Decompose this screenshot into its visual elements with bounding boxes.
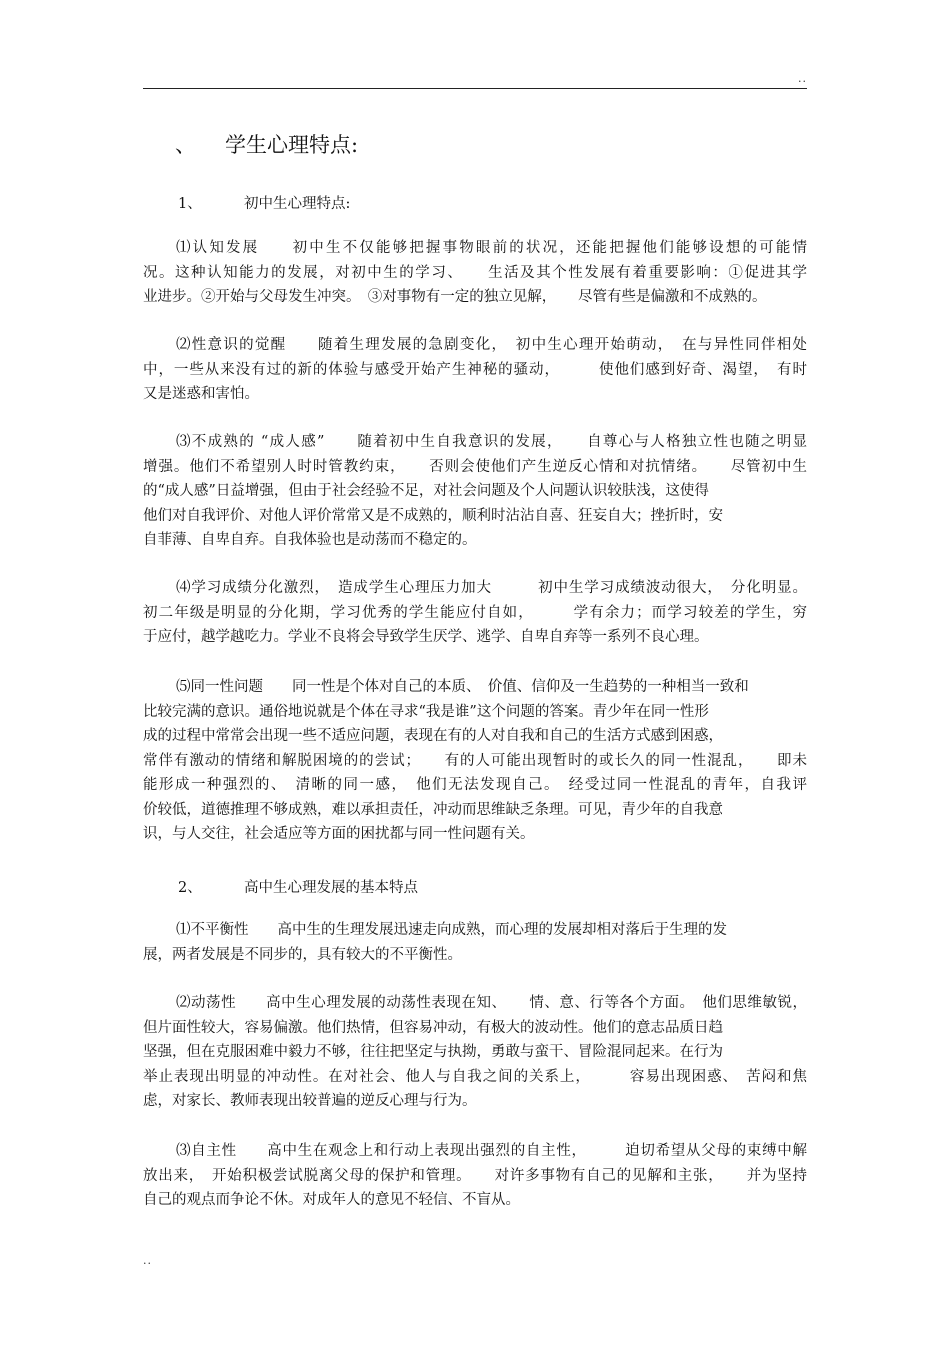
page-title: [175, 129, 358, 159]
header-rule: [143, 88, 807, 89]
text-line: 况。这种认知能力的发展，对初中生的学习、 生活及其个性发展有着重要影响：①促进其学: [143, 264, 807, 281]
text-line: 的“成人感”日益增强，但由于社会经验不足，对社会问题及个人问题认识较肤浅，这使得: [143, 483, 709, 499]
text-line: 又是迷惑和害怕。: [143, 386, 259, 402]
text-line: 增强。他们不希望别人时时管教约束， 否则会使他们产生逆反心情和对抗情绪。 尽管初中生: [143, 458, 807, 475]
header-marker: ..: [798, 72, 807, 85]
section1-paragraph-2: [143, 333, 807, 407]
text-line: 于应付，越学越吃力。学业不良将会导致学生厌学、逃学、自卑自弃等一系列不良心理。: [143, 629, 709, 645]
text-line: 自菲薄、自卑自弃。自我体验也是动荡而不稳定的。: [143, 532, 477, 548]
section1-paragraph-1: [143, 236, 807, 310]
section2-heading-text: 高中生心理发展的基本特点: [244, 880, 418, 896]
text-line: 中，一些从来没有过的新的体验与感受开始产生神秘的骚动， 使他们感到好奇、渴望， 有时: [143, 361, 807, 378]
text-line: 自己的观点而争论不休。对成年人的意见不轻信、不盲从。: [143, 1192, 520, 1208]
footer-marker: ..: [143, 1254, 152, 1267]
text-line: ⑷学习成绩分化激烈， 造成学生心理压力加大 初中生学习成绩波动很大， 分化明显。: [176, 580, 807, 596]
text-line: 能形成一种强烈的、 清晰的同一感， 他们无法发现自己。 经受过同一性混乱的青年，自我评: [143, 777, 807, 793]
text-line: 虑，对家长、教师表现出较普遍的逆反心理与行为。: [143, 1093, 477, 1109]
section1-paragraph-4: [143, 576, 807, 650]
section1-heading-text: 初中生心理特点:: [244, 196, 351, 212]
text-line: ⑶自主性 高中生在观念上和行动上表现出强烈的自主性， 迫切希望从父母的束缚中解: [176, 1143, 807, 1159]
text-line: 成的过程中常常会出现一些不适应问题，表现在有的人对自我和自己的生活方式感到困惑，: [143, 728, 723, 744]
text-line: 他们对自我评价、对他人评价常常又是不成熟的，顺利时沾沾自喜、狂妄自大；挫折时，安: [143, 507, 723, 524]
section1-paragraph-3: [143, 430, 807, 553]
section1-paragraph-5: [143, 675, 807, 847]
text-line: 比较完满的意识。通俗地说就是个体在寻求“我是谁”这个问题的答案。青少年在同一性形: [143, 703, 709, 720]
text-line: 业进步。②开始与父母发生冲突。 ③对事物有一定的独立见解， 尽管有些是偏激和不成熟的。: [143, 289, 767, 305]
text-line: 坚强，但在克服困难中毅力不够，往往把坚定与执拗，勇敢与蛮干、冒险混同起来。在行为: [143, 1044, 723, 1060]
title-mark: 、: [175, 133, 196, 157]
section2-paragraph-2: [143, 991, 807, 1114]
text-line: ⑵动荡性 高中生心理发展的动荡性表现在知、 情、意、行等各个方面。 他们思维敏锐，: [176, 995, 807, 1011]
section1-heading: [178, 192, 350, 213]
text-line: ⑵性意识的觉醒 随着生理发展的急剧变化， 初中生心理开始萌动， 在与异性同伴相处: [176, 337, 807, 353]
text-line: 展，两者发展是不同步的，具有较大的不平衡性。: [143, 946, 462, 963]
section2-paragraph-3: [143, 1139, 807, 1213]
text-line: 常伴有激动的情绪和解脱困境的的尝试； 有的人可能出现暂时的或长久的同一性混乱， 即未: [143, 752, 807, 769]
section2-heading: [178, 876, 418, 897]
text-line: 但片面性较大，容易偏激。他们热情，但容易冲动，有极大的波动性。他们的意志品质日趋: [143, 1019, 723, 1036]
text-line: 初二年级是明显的分化期，学习优秀的学生能应付自如， 学有余力；而学习较差的学生，穷: [143, 604, 807, 621]
title-text: 学生心理特点:: [225, 133, 359, 157]
section1-number: 1、: [178, 196, 202, 212]
text-line: ⑴认知发展 初中生不仅能够把握事物眼前的状况，还能把握他们能够设想的可能情: [176, 240, 807, 256]
text-line: 放出来， 开始积极尝试脱离父母的保护和管理。 对许多事物有自己的见解和主张， 并为坚持: [143, 1167, 807, 1184]
text-line: 价较低，道德推理不够成熟，难以承担责任，冲动而思维缺乏条理。可见，青少年的自我意: [143, 801, 723, 818]
text-line: 识，与人交往，社会适应等方面的困扰都与同一性问题有关。: [143, 826, 535, 842]
text-line: ⑸同一性问题 同一性是个体对自己的本质、 价值、信仰及一生趋势的一种相当一致和: [176, 679, 749, 695]
text-line: ⑴不平衡性 高中生的生理发展迅速走向成熟，而心理的发展却相对落后于生理的发: [176, 922, 727, 938]
text-line: ⑶不成熟的 “成人感” 随着初中生自我意识的发展， 自尊心与人格独立性也随之明显: [176, 434, 807, 450]
section2-number: 2、: [178, 880, 202, 896]
text-line: 举止表现出明显的冲动性。在对社会、他人与自我之间的关系上， 容易出现困惑、 苦闷和焦: [143, 1068, 807, 1085]
section2-paragraph-1: [143, 918, 807, 967]
